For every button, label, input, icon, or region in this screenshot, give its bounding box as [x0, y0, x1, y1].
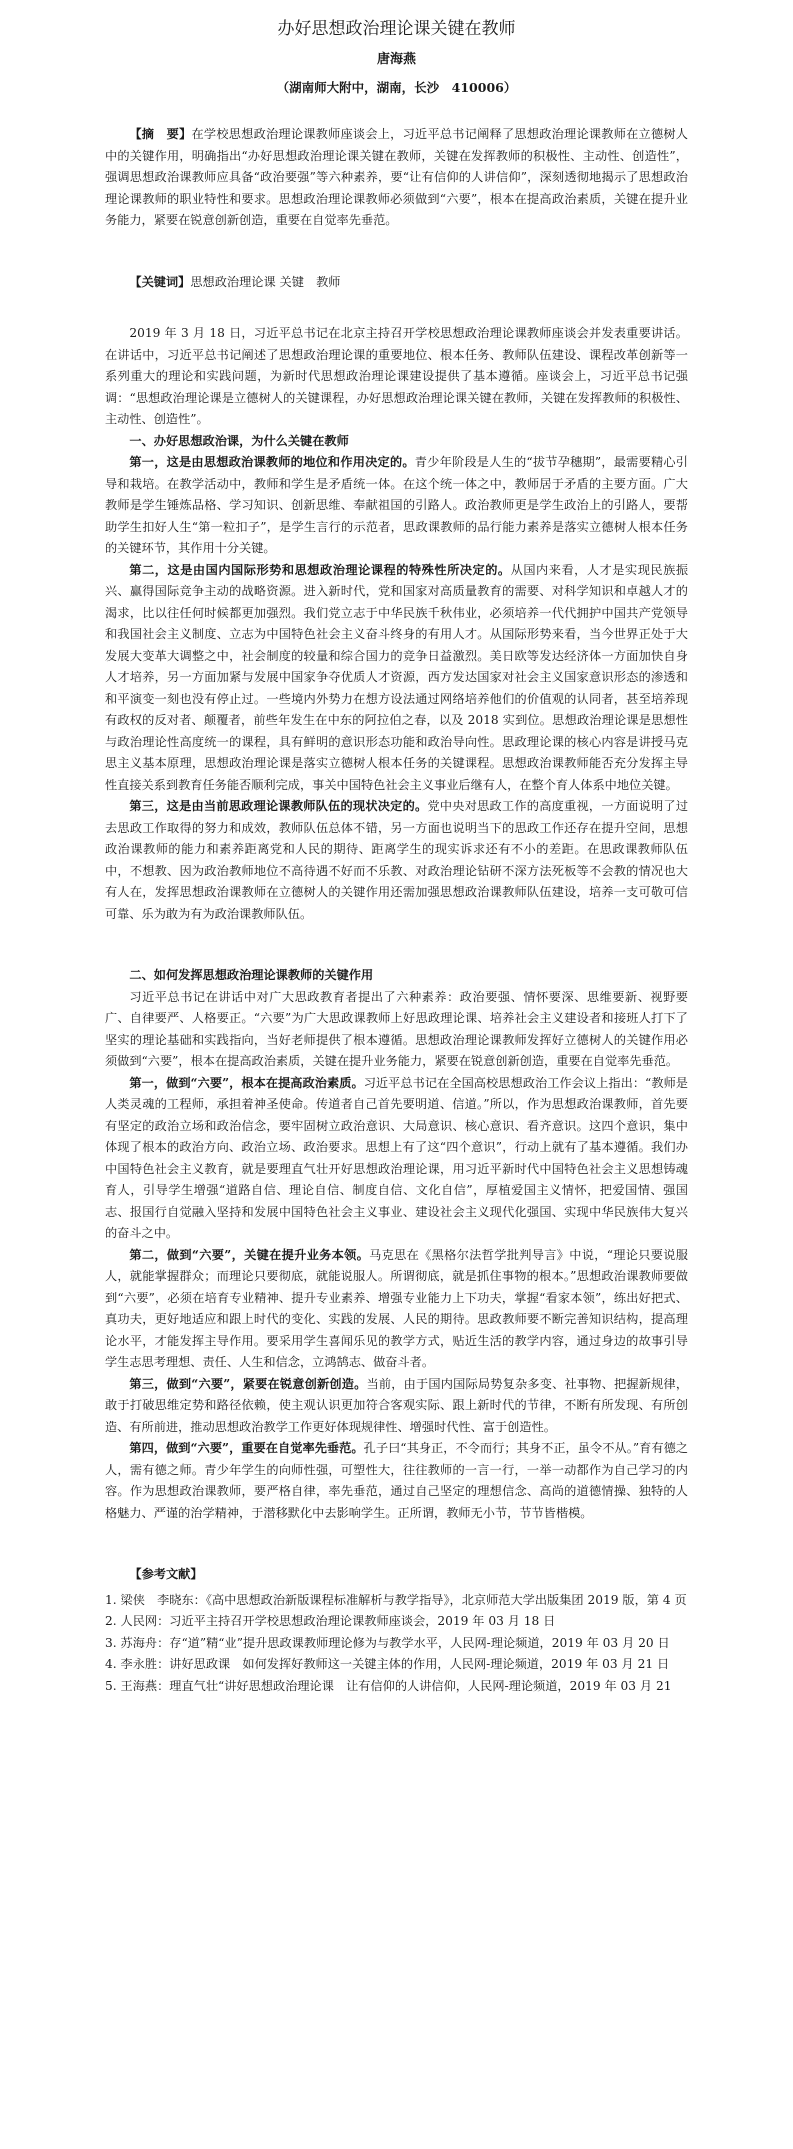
section1-heading: 一、办好思想政治课，为什么关键在教师 — [129, 433, 349, 448]
section2-p2-lead: 第二，做到“六要”，关键在提升业务本领。 — [129, 1247, 370, 1262]
intro-paragraph: 2019 年 3 月 18 日，习近平总书记在北京主持召开学校思想政治理论课教师座谈会并发表重要讲话。在讲话中，习近平总书记阐述了思想政治理论课的重要地位、根本任务、教师队伍建设、课程改革创新等一系列重大的理论和实践问题，为新时代思想政治理论课建设提供了基本遵循。座谈会上，习近平总书记强调：“思想政治理论课是立德树人的关键课程，办好思想政治理论课关键在教师，关键在发挥教师的积极性、主动性、创造性”。 — [105, 326, 688, 426]
section1-p1-text: 青少年阶段是人生的“拔节孕穗期”，最需要精心引导和栽培。在教学活动中，教师和学生是矛盾统一体。在这个统一体之中，教师居于矛盾的主要方面。广大教师是学生锤炼品格、学习知识、创新思维、奉献祖国的引路人。政治教师更是学生政治上的引路人，要帮助学生扣好人生“第一粒扣子”，是学生言行的示范者，思政课教师的品行能力素养是落实立德树人根本任务的关键环节，其作用十分关键。 — [105, 455, 688, 555]
section1-p2-lead: 第二，这是由国内国际形势和思想政治理论课程的特殊性所决定的。 — [129, 562, 511, 577]
abstract — [105, 124, 688, 232]
section2-intro: 习近平总书记在讲话中对广大思政教育者提出了六种素养：政治要强、情怀要深、思维要新、视野要广、自律要严、人格要正。“六要”为广大思政课教师上好思政理论课、培养社会主义建设者和接班人打下了坚实的理论基础和实践指向，当好老师提供了根本遵循。思想政治理论课教师发挥好立德树人的关键作用必须做到“六要”，根本在提高政治素质，关键在提升业务能力，紧要在锐意创新创造，重要在自觉率先垂范。 — [105, 989, 688, 1068]
section2-paragraph-4 — [105, 1438, 688, 1524]
reference-item: 1. 梁侠 李晓东：《高中思想政治新版课程标准解析与教学指导》，北京师范大学出版集团 2019 版，第 4 页 — [105, 1592, 687, 1607]
reference-item: 4. 李永胜：讲好思政课 如何发挥好教师这一关键主体的作用，人民网-理论频道，2019 年 03 月 21 日 — [105, 1657, 670, 1671]
abstract-text: 在学校思想政治理论课教师座谈会上，习近平总书记阐释了思想政治理论课教师在立德树人中的关键作用，明确指出“办好思想政治理论课关键在教师，关键在发挥教师的积极性、主动性、创造性”，强调思想政治课教师应具备“政治要强”等六种素养，要“让有信仰的人讲信仰”，深刻透彻地揭示了思想政治理论课教师的职业特性和要求。思想政治理论课教师必须做到“六要”，根本在提高政治素质，关键在提升业务能力，紧要在锐意创新创造，重要在自觉率先垂范。 — [105, 127, 688, 227]
references-heading: 【参考文献】 — [129, 1567, 203, 1581]
reference-item: 3. 苏海舟：存“道”精“业”提升思政课教师理论修为与教学水平，人民网-理论频道，2019 年 03 月 20 日 — [105, 1635, 670, 1650]
section2-p1-text: 习近平总书记在全国高校思想政治工作会议上指出：“教师是人类灵魂的工程师，承担着神圣使命。传道者自己首先要明道、信道。”所以，作为思想政治课教师，首先要有坚定的政治立场和政治信念，要牢固树立政治意识、大局意识、核心意识、看齐意识。这四个意识，集中体现了根本的政治方向、政治立场、政治要求。思想上有了这“四个意识”，行动上就有了基本遵循。我们办中国特色社会主义教育，就是要理直气壮开好思想政治理论课，用习近平新时代中国特色社会主义思想铸魂育人，引导学生增强“道路自信、理论自信、制度自信、文化自信”，厚植爱国主义情怀，把爱国情、强国志、报国行自觉融入坚持和发展中国特色社会主义事业、建设社会主义现代化强国、实现中华民族伟大复兴的奋斗之中。 — [105, 1075, 688, 1240]
section1-p3-lead: 第三，这是由当前思政理论课教师队伍的现状决定的。 — [129, 799, 428, 813]
reference-item: 2. 人民网：习近平主持召开学校思想政治理论课教师座谈会，2019 年 03 月 18 日 — [105, 1614, 556, 1628]
keywords — [105, 272, 688, 294]
section2-paragraph-2 — [105, 1245, 688, 1374]
section1-p3-text: 党中央对思政工作的高度重视，一方面说明了过去思政工作取得的努力和成效，教师队伍总体不错，另一方面也说明当下的思政工作还存在提升空间，思想政治课教师的能力和素养距离党和人民的期待、距离学生的现实诉求还有不小的差距。在思政课教师队伍中，不想教、因为政治教师地位不高待遇不好而不乐教、对政治理论钻研不深方法死板等不会教的情况也大有人在，发挥思想政治课教师在立德树人的关键作用还需加强思想政治课教师队伍建设，培养一支可敬可信可靠、乐为敢为有为政治课教师队伍。 — [105, 799, 689, 921]
section1-p1-lead: 第一，这是由思想政治课教师的地位和作用决定的。 — [129, 455, 415, 469]
keywords-label: 【关键词】 — [129, 274, 191, 289]
section2-heading: 二、如何发挥思想政治理论课教师的关键作用 — [129, 968, 374, 982]
paper-title: 办好思想政治理论课关键在教师 — [277, 19, 516, 39]
section1-paragraph-3 — [105, 796, 688, 925]
section1-paragraph-1 — [105, 452, 688, 560]
section1-paragraph-2 — [105, 560, 688, 797]
section1-p2-text: 从国内来看，人才是实现民族振兴、赢得国际竞争主动的战略资源。进入新时代，党和国家对高质量教育的需要、对科学知识和卓越人才的渴求，比以往任何时候都更加强烈。我们党立志于中华民族千秋伟业，必须培养一代代拥护中国共产党领导和我国社会主义制度、立志为中国特色社会主义奋斗终身的有用人才。从国际形势来看，当今世界正处于大发展大变革大调整之中，社会制度的较量和综合国力的竞争日益激烈。美日欧等发达经济体一方面加快自身人才培养，另一方面加紧与发展中国家争夺优质人才资源，西方发达国家对社会主义国家意识形态的渗透和和平演变一刻也没有停止过。一些境内外势力在想方设法通过网络培养他们的价值观的认同者，甚至培养现有政权的反对者、颠覆者，前些年发生在中东的阿拉伯之春，以及 2018 实到位。思想政治理论课是思想性与政治理论性高度统一的课程，具有鲜明的意识形态功能和政治导向性。思政理论课的核心内容是讲授马克思主义基本原理，思想政治理论课是落实立德树人根本任务的关键课程。思想政治课教师能否充分发挥主导性直接关系到教育任务能否顺利完成，事关中国特色社会主义事业后继有人，在整个育人体系中地位关键。 — [105, 562, 689, 792]
author-name: 唐海燕 — [376, 52, 416, 67]
section2-p4-lead: 第四，做到“六要”，重要在自觉率先垂范。 — [129, 1441, 364, 1455]
reference-item: 5. 王海燕：理直气壮“讲好思想政治理论课 让有信仰的人讲信仰，人民网-理论频道，2019 年 03 月 21 — [105, 1678, 672, 1693]
section2-p3-text: 当前，由于国内国际局势复杂多变、社事物、把握新规律，敢于打破思维定势和路径依赖，使主观认识更加符合客观实际、跟上新时代的节律，不断有所发现、有所创造、有所前进，推动思想政治教学工作更好体现规律性、增强时代性、富于创造性。 — [105, 1376, 689, 1434]
author-affiliation: （湖南师大附中，湖南，长沙 410006） — [276, 80, 517, 95]
section2-paragraph-1 — [105, 1073, 688, 1245]
keywords-text: 思想政治理论课 关键 教师 — [190, 274, 341, 289]
section2-p1-lead: 第一，做到“六要”，根本在提高政治素质。 — [129, 1075, 364, 1090]
abstract-label: 【摘 要】 — [129, 127, 192, 141]
section2-p3-lead: 第三，做到“六要”，紧要在锐意创新创造。 — [129, 1376, 367, 1391]
section2-p2-text: 马克思在《黑格尔法哲学批判导言》中说，“理论只要说服人，就能掌握群众；而理论只要彻底，就能说服人。所谓彻底，就是抓住事物的根本。”思想政治课教师要做到“六要”，必须在培育专业精神、提升专业素养、增强专业能力上下功夫，掌握“看家本领”，练出好把式、真功夫，更好地适应和跟上时代的变化、实践的发展、人民的期待。思政教师要不断完善知识结构，提高理论水平，才能发挥主导作用。要采用学生喜闻乐见的教学方式，贴近生活的教学内容，通过身边的故事引导学生志思考理想、责任、人生和信念，立鸿鹄志、做奋斗者。 — [105, 1247, 688, 1369]
section2-p4-text: 孔子曰“其身正，不令而行；其身不正，虽令不从。”育有德之人，需有德之师。青少年学生的向师性强，可塑性大，往往教师的一言一行，一举一动都作为自己学习的内容。作为思想政治课教师，要严格自律，率先垂范，通过自己坚定的理想信念、高尚的道德情操、独特的人格魅力、严谨的治学精神，于潜移默化中去影响学生。正所谓，教师无小节，节节皆楷模。 — [105, 1441, 688, 1520]
section2-paragraph-3 — [105, 1374, 688, 1439]
